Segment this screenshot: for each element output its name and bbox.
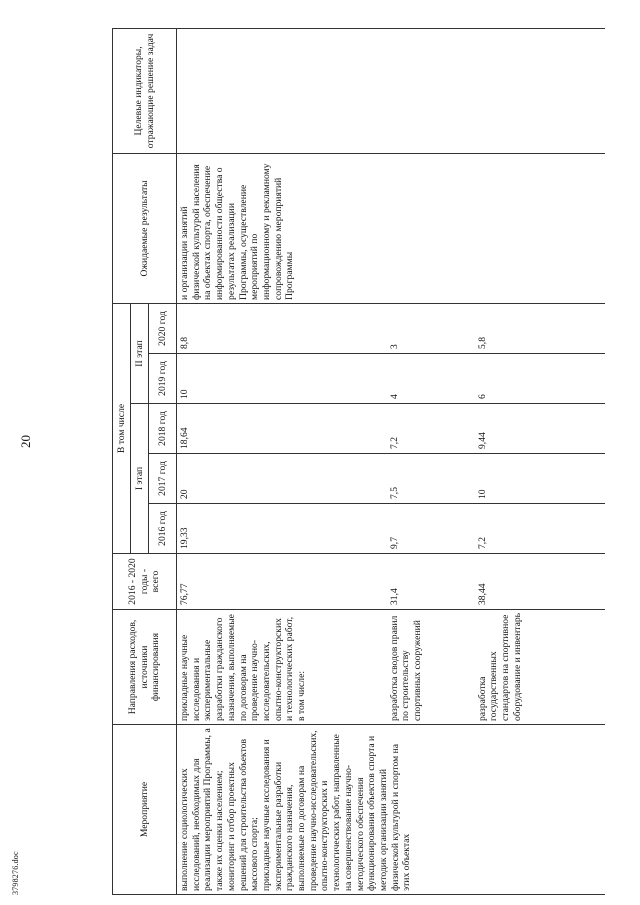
value-2020-cell: 3 (387, 303, 475, 353)
header-results: Ожидаемые результаты (113, 153, 177, 303)
direction-cell: разработка сводов правил по строительству спортивных сооружений (387, 610, 475, 725)
header-stage-2: II этап (131, 303, 149, 403)
total-cell: 38,44 (475, 554, 605, 610)
header-year-2019: 2019 год (149, 354, 177, 404)
direction-cell: прикладные научные исследования и экспериментальные разработки гражданского назначения, выполняемые по договорам на проведение научно-исследовательских, опытно-конструкторских и технологических работ, в том числе: (177, 610, 387, 725)
value-2018-cell: 9,44 (475, 404, 605, 454)
value-2017-cell: 10 (475, 454, 605, 504)
indicators-cell (177, 28, 605, 153)
page-number: 20 (18, 435, 33, 448)
budget-table (112, 28, 605, 895)
footer-code: 3798276.doc (11, 851, 20, 895)
value-2018-cell: 18,64 (177, 404, 387, 454)
value-2017-cell: 20 (177, 454, 387, 504)
value-2016-cell: 9,7 (387, 504, 475, 554)
header-measure: Мероприятие (113, 725, 177, 895)
header-stage-1: I этап (131, 404, 149, 554)
value-2019-cell: 10 (177, 354, 387, 404)
table-row (177, 28, 387, 894)
value-2018-cell: 7,2 (387, 404, 475, 454)
value-2020-cell: 8,8 (177, 303, 387, 353)
header-indicators: Целевые индикаторы, отражающие решение задач (113, 28, 177, 153)
header-total: 2016 - 2020 годы - всего (113, 554, 177, 610)
measure-cell: выполнение социологических исследований, необходимых для реализации мероприятий Программы, а также их оценки населением; мониторинг и отбор проектных решений для строительства объектов массового спорта; прикладные научные исследования и экспериментальные разработки гражданского назначения, выполняемые по договорам на проведение научно-исследовательских, опытно-конструкторских и технологических работ, направленные на совершенствование научно-методического обеспечения функционирования объектов спорта и методик организации занятий физической культурой и спортом на этих объектах (177, 725, 605, 895)
table-sheet (112, 29, 625, 895)
total-cell: 76,77 (177, 554, 387, 610)
results-cell: и организации занятий физической культурой населения на объектах спорта, обеспечение информированности общества о результатах реализации Программы, осуществление мероприятий по информационному и рекламному сопровождению мероприятий Программы (177, 153, 605, 303)
value-2017-cell: 7,5 (387, 454, 475, 504)
value-2016-cell: 7,2 (475, 504, 605, 554)
direction-cell: разработка государственных стандартов на спортивное оборудование и инвентарь (475, 610, 605, 725)
header-year-2016: 2016 год (149, 504, 177, 554)
header-year-2020: 2020 год (149, 303, 177, 353)
value-2019-cell: 6 (475, 354, 605, 404)
header-including: В том числе (113, 303, 131, 553)
value-2016-cell: 19,33 (177, 504, 387, 554)
value-2020-cell: 5,8 (475, 303, 605, 353)
header-year-2017: 2017 год (149, 454, 177, 504)
total-cell: 31,4 (387, 554, 475, 610)
header-year-2018: 2018 год (149, 404, 177, 454)
header-direction: Направления расходов, источники финансирования (113, 610, 177, 725)
value-2019-cell: 4 (387, 354, 475, 404)
